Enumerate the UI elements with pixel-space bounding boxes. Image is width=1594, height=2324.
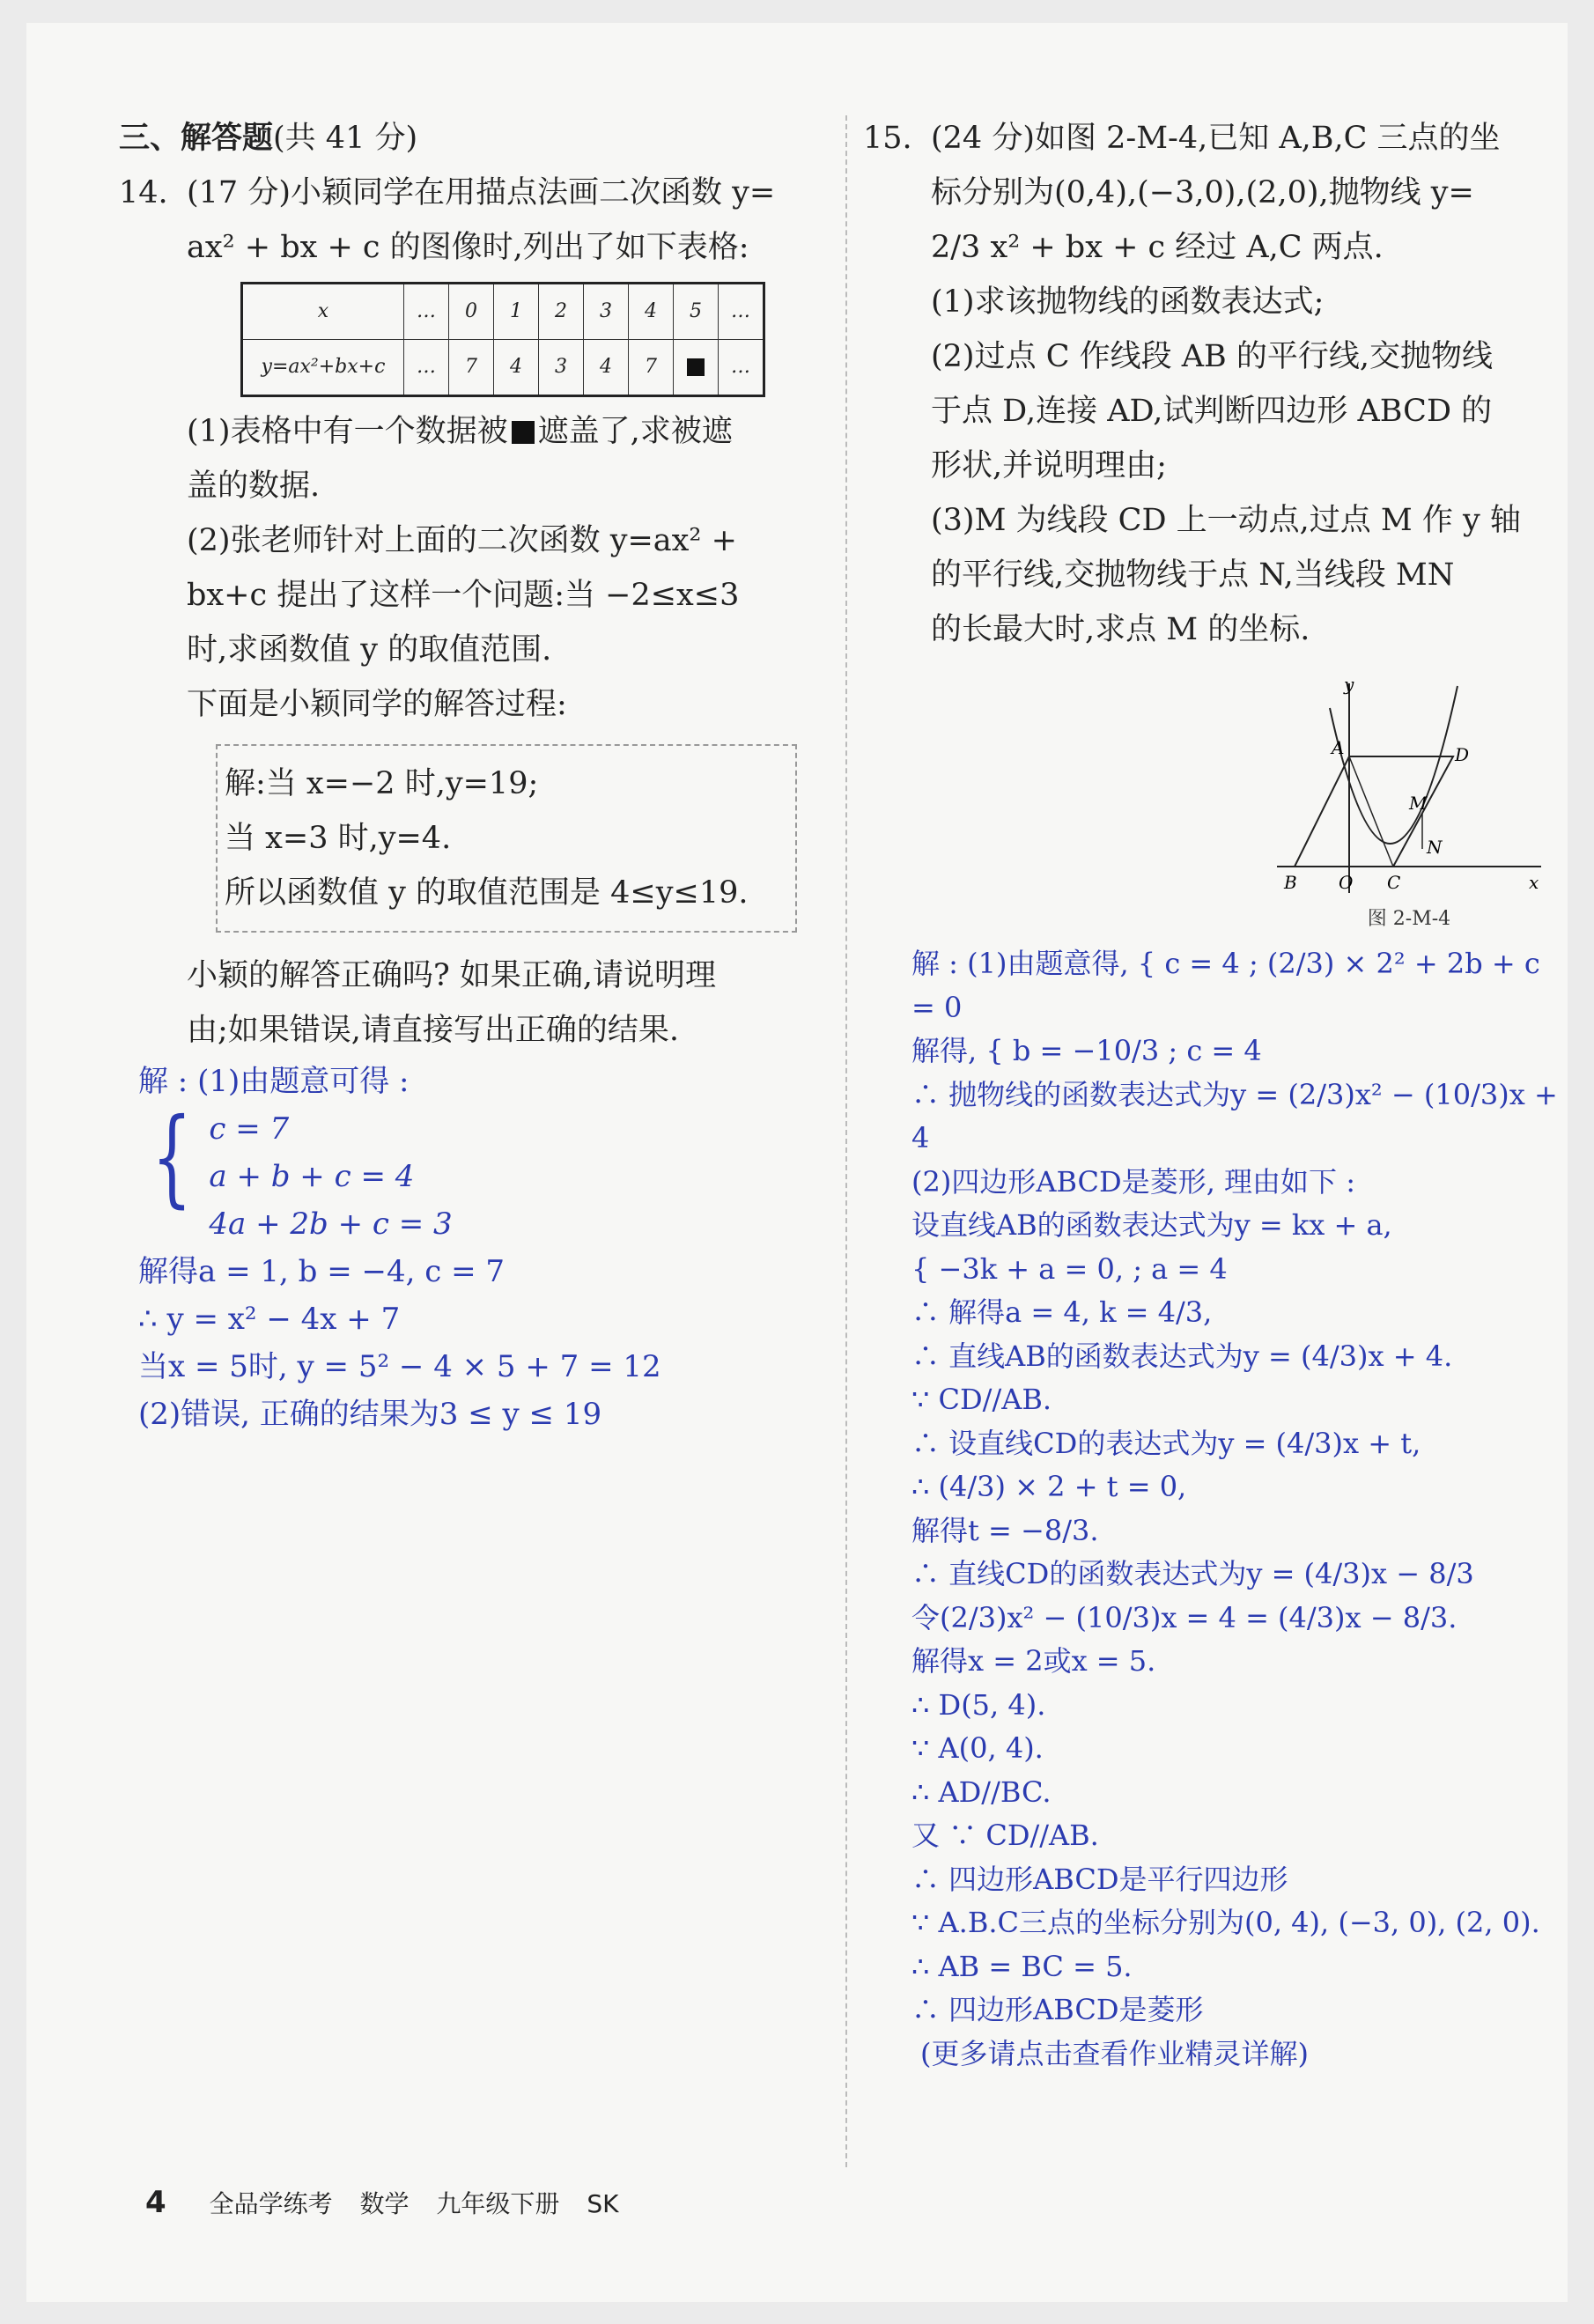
- q14-part4-a: 小颖的解答正确吗? 如果正确,请说明理: [187, 958, 717, 993]
- black-square-icon: [512, 421, 535, 444]
- q15-line3: 2/3 x² + bx + c 经过 A,C 两点.: [931, 230, 1384, 265]
- solution-line: ∵ A.B.C三点的坐标分别为(0, 4), (−3, 0), (2, 0).: [911, 1906, 1540, 1939]
- q14-part1-c: 盖的数据.: [187, 468, 321, 504]
- q15-part2-a: (2)过点 C 作线段 AB 的平行线,交抛物线: [931, 339, 1493, 374]
- solution-line: (2)四边形ABCD是菱形, 理由如下 :: [911, 1164, 1355, 1199]
- solution-line: ∴ 四边形ABCD是菱形: [911, 1993, 1204, 2026]
- q15-part3-b: 的平行线,交抛物线于点 N,当线段 MN: [931, 557, 1455, 593]
- grade: 九年级下册: [436, 2189, 560, 2218]
- question-14: [119, 166, 832, 275]
- q15-part2-c: 形状,并说明理由;: [931, 448, 1167, 483]
- table-cell: 3: [539, 340, 584, 396]
- q14-part3: 下面是小颖同学的解答过程:: [187, 687, 567, 722]
- equation: c = 7: [209, 1111, 290, 1147]
- label-b: B: [1284, 872, 1297, 893]
- solution-line: ∴ 直线AB的函数表达式为y = (4/3)x + 4.: [911, 1339, 1453, 1373]
- solution-line: ∴ D(5, 4).: [911, 1687, 1046, 1722]
- table-cell: 4: [584, 340, 629, 396]
- q14-parts: [119, 404, 832, 732]
- more-details-link[interactable]: (更多请点击查看作业精灵详解): [920, 2036, 1309, 2070]
- q15-line2: 标分别为(0,4),(−3,0),(2,0),抛物线 y=: [931, 175, 1474, 210]
- page: [26, 23, 1568, 2302]
- solution-line: 解 : (1)由题意可得 :: [138, 1064, 410, 1099]
- q15-part1: (1)求该抛物线的函数表达式;: [931, 284, 1325, 320]
- equation: a + b + c = 4: [209, 1159, 415, 1194]
- solution-line: ∴ AD//BC.: [911, 1774, 1052, 1809]
- value-table: [240, 282, 765, 397]
- label-c: C: [1387, 872, 1401, 893]
- parabola-figure: [1268, 673, 1550, 902]
- label-d: D: [1455, 744, 1470, 765]
- solution-line: 令(2/3)x² − (10/3)x = 4 = (4/3)x − 8/3.: [911, 1600, 1457, 1634]
- solution-line: 解得, { b = −10/3 ; c = 4: [911, 1034, 1262, 1067]
- solution-line: 解得x = 2或x = 5.: [911, 1644, 1156, 1678]
- q15-solution: [863, 942, 1559, 2076]
- table-cell: 7: [629, 340, 674, 396]
- solution-line: ∵ CD//AB.: [911, 1383, 1052, 1416]
- solution-line: 解得t = −8/3.: [911, 1513, 1099, 1547]
- q14-part1-b: 遮盖了,求被遮: [537, 414, 733, 449]
- q14-part4-b: 由;如果错误,请直接写出正确的结果.: [187, 1013, 680, 1048]
- solution-line: ∴ (4/3) × 2 + t = 0,: [911, 1470, 1187, 1503]
- solution-line: ∴ 四边形ABCD是平行四边形: [911, 1862, 1288, 1896]
- table-cell: 1: [494, 284, 539, 340]
- solution-line: { −3k + a = 0, ; a = 4: [911, 1251, 1228, 1286]
- q15-number: 15.: [863, 121, 912, 156]
- section-points: (共 41 分): [273, 121, 418, 156]
- page-number: 4: [145, 2185, 166, 2220]
- table-cell: 7: [449, 340, 494, 396]
- table-cell: 4: [629, 284, 674, 340]
- book-title: 全品学练考: [209, 2189, 333, 2218]
- table-cell: 2: [539, 284, 584, 340]
- box-line: 解:当 x=−2 时,y=19;: [225, 766, 539, 801]
- equation-system: [138, 1096, 832, 1248]
- subject: 数学: [359, 2189, 410, 2218]
- solution-line: ∴ y = x² − 4x + 7: [138, 1302, 401, 1337]
- table-cell: …: [404, 284, 449, 340]
- equation: 4a + 2b + c = 3: [209, 1206, 453, 1242]
- q14-part2-b: bx+c 提出了这样一个问题:当 −2≤x≤3: [187, 578, 740, 613]
- column-divider: [845, 115, 847, 2167]
- section-title: 三、解答题: [119, 121, 274, 156]
- right-column: [863, 111, 1559, 2076]
- solution-line: ∴ AB = BC = 5.: [911, 1949, 1133, 1983]
- solution-line: 设直线AB的函数表达式为y = kx + a,: [911, 1208, 1392, 1242]
- solution-line: ∴ 直线CD的函数表达式为y = (4/3)x − 8/3: [911, 1557, 1474, 1590]
- label-o: O: [1339, 872, 1354, 893]
- figure-2-M-4: [1268, 673, 1550, 902]
- table-cell: 0: [449, 284, 494, 340]
- table-row: [242, 340, 764, 396]
- solution-line: ∵ A(0, 4).: [911, 1731, 1044, 1765]
- box-line: 所以函数值 y 的取值范围是 4≤y≤19.: [225, 875, 749, 911]
- q14-question-end: [119, 948, 832, 1058]
- table-cell-hidden: [674, 340, 719, 396]
- q14-part2-c: 时,求函数值 y 的取值范围.: [187, 632, 552, 668]
- q15-part3-c: 的长最大时,求点 M 的坐标.: [931, 612, 1310, 647]
- table-cell: 5: [674, 284, 719, 340]
- q14-part1-a: (1)表格中有一个数据被: [187, 414, 508, 449]
- q15-line1: (24 分)如图 2-M-4,已知 A,B,C 三点的坐: [931, 121, 1501, 156]
- question-15: [863, 111, 1559, 657]
- label-a: A: [1332, 737, 1345, 758]
- solution-line: 解 : (1)由题意得, { c = 4 ; (2/3) × 2² + 2b + c = 0: [911, 947, 1540, 1024]
- solution-line: ∴ 抛物线的函数表达式为y = (2/3)x² − (10/3)x + 4: [911, 1077, 1558, 1155]
- table-cell: …: [404, 340, 449, 396]
- page-footer: [145, 2185, 638, 2220]
- label-n: N: [1427, 837, 1443, 858]
- solution-line: 当x = 5时, y = 5² − 4 × 5 + 7 = 12: [138, 1349, 661, 1384]
- table-row: [242, 284, 764, 340]
- solution-line: ∴ 解得a = 4, k = 4/3,: [911, 1295, 1213, 1329]
- box-line: 当 x=3 时,y=4.: [225, 821, 452, 856]
- table-cell: 3: [584, 284, 629, 340]
- q14-line2: ax² + bx + c 的图像时,列出了如下表格:: [187, 230, 749, 265]
- label-y: y: [1344, 674, 1354, 695]
- q14-solution: [119, 1058, 832, 1438]
- left-column: [119, 111, 832, 1438]
- solution-line: 又 ∵ CD//AB.: [911, 1819, 1099, 1852]
- segment: [1349, 756, 1393, 867]
- q15-part3-a: (3)M 为线段 CD 上一动点,过点 M 作 y 轴: [931, 503, 1521, 538]
- table-cell: x: [242, 284, 404, 340]
- black-square-icon: [687, 358, 705, 376]
- q14-number: 14.: [119, 175, 168, 210]
- solution-line: (2)错误, 正确的结果为3 ≤ y ≤ 19: [138, 1397, 602, 1432]
- solution-line: ∴ 设直线CD的表达式为y = (4/3)x + t,: [911, 1426, 1421, 1460]
- figure-caption: 图 2-M-4: [1367, 908, 1451, 930]
- table-cell: …: [719, 340, 764, 396]
- table-cell: 4: [494, 340, 539, 396]
- table-cell: …: [719, 284, 764, 340]
- q14-part2-a: (2)张老师针对上面的二次函数 y=ax² +: [187, 523, 737, 558]
- table-cell: y=ax²+bx+c: [242, 340, 404, 396]
- section-heading: [119, 111, 832, 166]
- student-answer-box: [216, 744, 797, 933]
- edition: SK: [587, 2189, 619, 2218]
- brace-icon: {: [151, 1096, 193, 1219]
- solution-line: 解得a = 1, b = −4, c = 7: [138, 1254, 506, 1289]
- label-m: M: [1409, 793, 1428, 814]
- label-x: x: [1529, 872, 1539, 893]
- q14-line1: (17 分)小颖同学在用描点法画二次函数 y=: [187, 175, 776, 210]
- q15-part2-b: 于点 D,连接 AD,试判断四边形 ABCD 的: [931, 394, 1493, 429]
